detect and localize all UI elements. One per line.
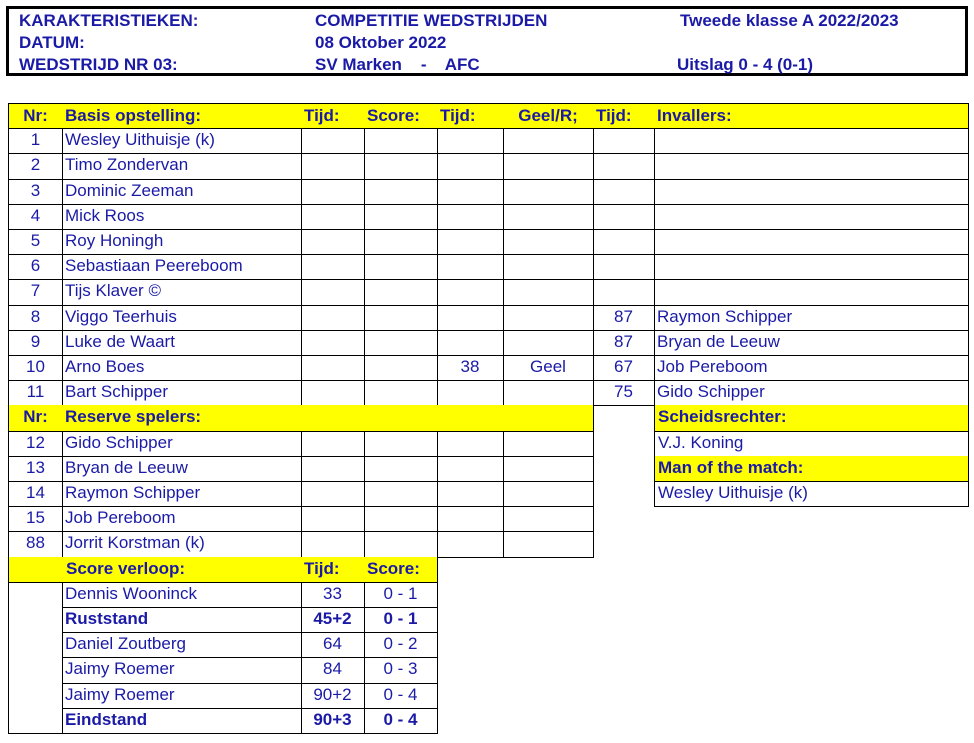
lineup-t1-cell <box>301 204 365 230</box>
lineup-name-cell: Mick Roos <box>62 204 302 230</box>
lineup-t3-cell: 87 <box>593 305 655 331</box>
header-result: Uitslag 0 - 4 (0-1) <box>677 55 814 74</box>
lineup-nr-cell: 6 <box>8 254 63 280</box>
score-value-cell: 0 - 4 <box>364 683 438 709</box>
lineup-t3-cell <box>593 179 655 205</box>
score-event-cell: Ruststand <box>62 607 302 633</box>
lineup-t1-cell <box>301 330 365 356</box>
lineup-t1-cell <box>301 380 365 406</box>
lineup-nr-cell: 1 <box>8 128 63 154</box>
score-event-cell: Daniel Zoutberg <box>62 632 302 658</box>
match-header <box>6 6 968 76</box>
lineup-nr-cell: 5 <box>8 229 63 255</box>
reserve-blank-cell <box>437 456 504 482</box>
lineup-sub-cell: Job Pereboom <box>654 355 969 381</box>
score-value-cell: 0 - 3 <box>364 657 438 684</box>
lineup-name-cell: Dominic Zeeman <box>62 179 302 205</box>
score-blank-cell <box>8 683 63 709</box>
lineup-score-cell <box>364 179 438 205</box>
score-time-cell: 64 <box>301 632 365 658</box>
lineup-t3-cell <box>593 229 655 255</box>
reserve-nr-header: Nr: <box>8 405 63 432</box>
score-blank-cell <box>8 607 63 633</box>
lineup-nr-cell: 10 <box>8 355 63 381</box>
lineup-card-cell <box>503 229 594 255</box>
lineup-t1-cell <box>301 355 365 381</box>
referee-name: V.J. Koning <box>654 431 969 457</box>
lineup-score-cell <box>364 279 438 306</box>
lineup-sub-cell: Gido Schipper <box>654 380 969 406</box>
lineup-t1-cell <box>301 279 365 306</box>
reserve-blank-cell <box>364 481 438 507</box>
lineup-nr-cell: 11 <box>8 380 63 406</box>
lineup-sub-cell <box>654 128 969 154</box>
header-lineup: Basis opstelling: <box>62 103 302 129</box>
lineup-score-cell <box>364 128 438 154</box>
lineup-score-cell <box>364 305 438 331</box>
reserve-nr-cell: 15 <box>8 506 63 532</box>
score-time-cell: 90+2 <box>301 683 365 709</box>
lineup-t1-cell <box>301 128 365 154</box>
lineup-score-cell <box>364 355 438 381</box>
reserve-name-cell: Job Pereboom <box>62 506 302 532</box>
lineup-t2-cell <box>437 330 504 356</box>
reserve-header-blank <box>364 405 438 432</box>
lineup-card-cell <box>503 179 594 205</box>
header-label-match-nr: WEDSTRIJD NR 03: <box>19 55 178 74</box>
reserve-blank-cell <box>503 481 594 507</box>
lineup-sub-cell <box>654 279 969 306</box>
header-competition: COMPETITIE WEDSTRIJDEN <box>315 11 548 30</box>
reserve-name-cell: Jorrit Korstman (k) <box>62 531 302 558</box>
lineup-nr-cell: 2 <box>8 153 63 180</box>
lineup-t2-cell <box>437 305 504 331</box>
header-label-characteristics: KARAKTERISTIEKEN: <box>19 11 199 30</box>
reserve-blank-cell <box>437 531 504 558</box>
lineup-card-cell <box>503 128 594 154</box>
reserve-nr-cell: 88 <box>8 531 63 558</box>
reserve-blank-cell <box>301 506 365 532</box>
score-event-cell: Eindstand <box>62 708 302 734</box>
lineup-t2-cell <box>437 128 504 154</box>
lineup-name-cell: Roy Honingh <box>62 229 302 255</box>
score-time-cell: 33 <box>301 582 365 608</box>
reserve-blank-cell <box>503 506 594 532</box>
reserve-blank-cell <box>437 431 504 457</box>
reserve-blank-cell <box>364 531 438 558</box>
lineup-card-cell <box>503 330 594 356</box>
lineup-score-cell <box>364 254 438 280</box>
lineup-name-cell: Viggo Teerhuis <box>62 305 302 331</box>
reserve-header-blank <box>301 405 365 432</box>
reserve-nr-cell: 14 <box>8 481 63 507</box>
lineup-name-cell: Arno Boes <box>62 355 302 381</box>
header-date: 08 Oktober 2022 <box>315 33 447 52</box>
motm-label: Man of the match: <box>654 456 969 482</box>
header-teams: SV Marken - AFC <box>315 55 480 74</box>
reserve-header-blank <box>437 405 504 432</box>
score-blank-cell <box>8 657 63 684</box>
reserve-header-blank <box>503 405 594 432</box>
lineup-nr-cell: 3 <box>8 179 63 205</box>
reserve-blank-cell <box>364 506 438 532</box>
lineup-nr-cell: 4 <box>8 204 63 230</box>
lineup-t1-cell <box>301 305 365 331</box>
score-blank-cell <box>8 632 63 658</box>
score-score-header: Score: <box>364 557 438 583</box>
header-time: Tijd: <box>301 103 365 129</box>
lineup-t3-cell <box>593 128 655 154</box>
score-event-cell: Jaimy Roemer <box>62 657 302 684</box>
lineup-score-cell <box>364 204 438 230</box>
lineup-sub-cell: Bryan de Leeuw <box>654 330 969 356</box>
score-time-cell: 90+3 <box>301 708 365 734</box>
reserve-name-cell: Raymon Schipper <box>62 481 302 507</box>
lineup-card-cell <box>503 153 594 180</box>
lineup-t1-cell <box>301 179 365 205</box>
lineup-card-cell <box>503 254 594 280</box>
lineup-nr-cell: 9 <box>8 330 63 356</box>
score-time-cell: 45+2 <box>301 607 365 633</box>
score-time-cell: 84 <box>301 657 365 684</box>
lineup-score-cell <box>364 330 438 356</box>
score-event-cell: Jaimy Roemer <box>62 683 302 709</box>
lineup-t3-cell <box>593 254 655 280</box>
reserve-blank-cell <box>503 431 594 457</box>
header-league: Tweede klasse A 2022/2023 <box>680 11 899 30</box>
reserve-blank-cell <box>301 456 365 482</box>
reserve-header: Reserve spelers: <box>62 405 302 432</box>
reserve-nr-cell: 13 <box>8 456 63 482</box>
reserve-blank-cell <box>301 431 365 457</box>
lineup-card-cell <box>503 305 594 331</box>
lineup-name-cell: Sebastiaan Peereboom <box>62 254 302 280</box>
lineup-name-cell: Luke de Waart <box>62 330 302 356</box>
reserve-blank-cell <box>437 506 504 532</box>
score-time-header: Tijd: <box>301 557 365 583</box>
lineup-nr-cell: 7 <box>8 279 63 306</box>
score-value-cell: 0 - 1 <box>364 607 438 633</box>
lineup-t3-cell: 87 <box>593 330 655 356</box>
lineup-card-cell <box>503 204 594 230</box>
reserve-blank-cell <box>364 431 438 457</box>
lineup-card-cell <box>503 279 594 306</box>
lineup-t2-cell <box>437 380 504 406</box>
lineup-card-cell <box>503 380 594 406</box>
lineup-sub-cell <box>654 229 969 255</box>
lineup-t3-cell <box>593 279 655 306</box>
lineup-sub-cell <box>654 204 969 230</box>
reserve-blank-cell <box>503 531 594 558</box>
reserve-blank-cell <box>364 456 438 482</box>
score-value-cell: 0 - 2 <box>364 632 438 658</box>
score-value-cell: 0 - 1 <box>364 582 438 608</box>
lineup-t2-cell <box>437 153 504 180</box>
lineup-sub-cell: Raymon Schipper <box>654 305 969 331</box>
lineup-t2-cell <box>437 179 504 205</box>
reserve-blank-cell <box>301 531 365 558</box>
lineup-sub-cell <box>654 254 969 280</box>
header-subs: Invallers: <box>654 103 969 129</box>
header-card: Geel/R; <box>503 103 594 129</box>
header-nr: Nr: <box>8 103 63 129</box>
lineup-t2-cell <box>437 279 504 306</box>
reserve-name-cell: Gido Schipper <box>62 431 302 457</box>
lineup-name-cell: Tijs Klaver © <box>62 279 302 306</box>
lineup-t1-cell <box>301 254 365 280</box>
reserve-name-cell: Bryan de Leeuw <box>62 456 302 482</box>
lineup-sub-cell <box>654 179 969 205</box>
header-time2: Tijd: <box>437 103 504 129</box>
header-score: Score: <box>364 103 438 129</box>
lineup-score-cell <box>364 153 438 180</box>
score-value-cell: 0 - 4 <box>364 708 438 734</box>
reserve-blank-cell <box>503 456 594 482</box>
score-blank-cell <box>8 708 63 734</box>
lineup-t3-cell <box>593 153 655 180</box>
score-history-header: Score verloop: <box>8 557 302 583</box>
lineup-score-cell <box>364 229 438 255</box>
header-label-date: DATUM: <box>19 33 85 52</box>
lineup-name-cell: Timo Zondervan <box>62 153 302 180</box>
reserve-blank-cell <box>301 481 365 507</box>
lineup-t1-cell <box>301 153 365 180</box>
lineup-card-cell: Geel <box>503 355 594 381</box>
reserve-blank-cell <box>437 481 504 507</box>
lineup-sub-cell <box>654 153 969 180</box>
lineup-t1-cell <box>301 229 365 255</box>
lineup-nr-cell: 8 <box>8 305 63 331</box>
lineup-t2-cell: 38 <box>437 355 504 381</box>
motm-name: Wesley Uithuisje (k) <box>654 481 969 507</box>
lineup-score-cell <box>364 380 438 406</box>
lineup-t3-cell: 75 <box>593 380 655 406</box>
score-event-cell: Dennis Wooninck <box>62 582 302 608</box>
lineup-t3-cell <box>593 204 655 230</box>
lineup-t2-cell <box>437 229 504 255</box>
lineup-name-cell: Wesley Uithuisje (k) <box>62 128 302 154</box>
lineup-name-cell: Bart Schipper <box>62 380 302 406</box>
referee-label: Scheidsrechter: <box>654 405 969 432</box>
lineup-t3-cell: 67 <box>593 355 655 381</box>
score-blank-cell <box>8 582 63 608</box>
lineup-t2-cell <box>437 204 504 230</box>
header-time3: Tijd: <box>593 103 655 129</box>
reserve-nr-cell: 12 <box>8 431 63 457</box>
lineup-t2-cell <box>437 254 504 280</box>
